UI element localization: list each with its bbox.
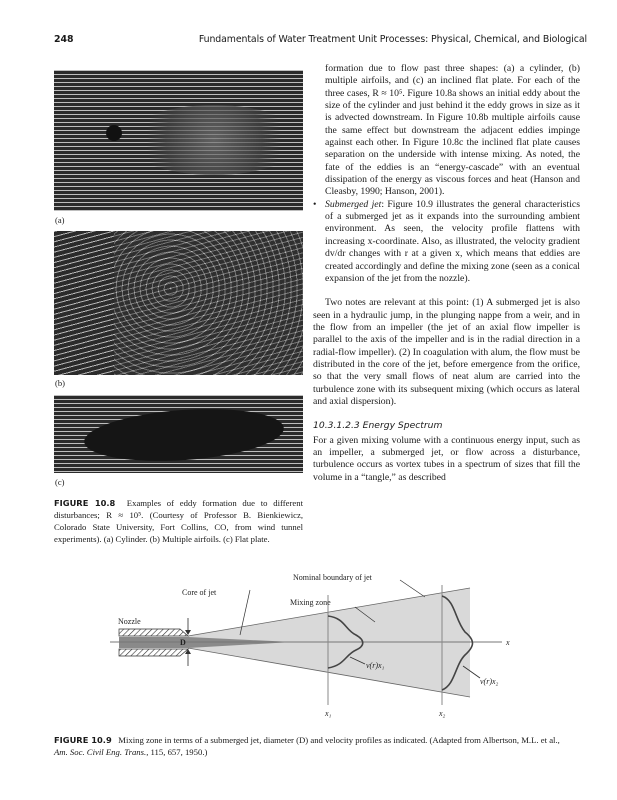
photo-airfoils-eddies xyxy=(54,231,303,375)
panel-label-b: (b) xyxy=(55,378,65,388)
label-profile-x1: v(r)x₁ xyxy=(366,661,385,670)
label-x-axis: x xyxy=(506,638,510,647)
nozzle-lower xyxy=(119,649,188,656)
section-heading: 10.3.1.2.3 Energy Spectrum xyxy=(313,420,443,432)
page-number: 248 xyxy=(54,34,74,45)
right-column xyxy=(313,63,580,484)
label-nominal-boundary: Nominal boundary of jet xyxy=(293,573,372,582)
caption-text: Examples of eddy formation due to different disturbances; R ≈ 10⁵. (Courtesy of Professor B. Bienkiewicz, Colorado State University, Fort Collins, CO, from wind tunnel experiments). (a) Cylinder. (b) Multiple airfoils. (c) Flat plate. xyxy=(54,498,303,544)
label-nozzle: Nozzle xyxy=(118,617,141,626)
figure-10-9-diagram xyxy=(0,560,617,730)
nozzle-upper xyxy=(119,629,188,636)
caption-text: Mixing zone in terms of a submerged jet, diameter (D) and velocity profiles as indicated. (Adapted from Albertson, M.L. et al., xyxy=(118,735,560,745)
figure-10-8-caption xyxy=(54,497,303,545)
label-diameter: D xyxy=(180,638,186,647)
label-x1: x₁ xyxy=(325,709,332,718)
caption-citation: Am. Soc. Civil Eng. Trans. xyxy=(54,747,147,757)
paragraph: formation due to flow past three shapes: (a) a cylinder, (b) multiple airfoils, and (c) an inclined flat plate. For each of the three cases, R ≈ 10⁵. Figure 10.8a shows an initial eddy about the size of the cylinder and just behind it the eddy grows in size as it is advected downstream. In Figure 10.8b multiple airfoils cause the same effect but downstream the adjacent eddies impinge against each other. In Figure 10.8c the inclined flat plate causes separation on the underside with intense mixing. As noted, the fate of the eddies is an “energy-cascade” with an eventual dissipation of the energy as viscous forces and heat (Hanson and Cleasby, 1990; Hanson, 2001). xyxy=(325,63,580,198)
paragraph: Two notes are relevant at this point: (1) A submerged jet is also seen in a hydraulic jump, in the plunging nappe from a weir, and in the flow from an impeller (the jet of an axial flow impeller is parallel to the axis of the impeller and is in the radial direction in a radial-flow impeller). (2) In coagulation with alum, the flow must be distributed in the core of the jet, before emergence from the orifice, so that the very small flows of neat alum are carried into the turbulence zone with its subsequent mixing (which occurs as lateral and axial dispersion). xyxy=(313,297,580,407)
label-mixing-zone: Mixing zone xyxy=(290,598,331,607)
panel-label-c: (c) xyxy=(55,477,65,487)
label-core-of-jet: Core of jet xyxy=(182,588,217,597)
running-title: Fundamentals of Water Treatment Unit Processes: Physical, Chemical, and Biological xyxy=(198,34,587,45)
caption-tail: , 115, 657, 1950.) xyxy=(146,747,208,757)
paragraph: For a given mixing volume with a continuous energy input, such as an impeller, a submerged jet, or flow across a disturbance, turbulence occurs as vortex tubes in a spectrum of sizes that fill the volume in a “tangle,” as described xyxy=(313,434,580,483)
photo-flat-plate-eddies xyxy=(54,395,303,473)
bullet-item xyxy=(313,199,580,285)
photo-cylinder-eddies xyxy=(54,70,303,211)
panel-label-a: (a) xyxy=(55,215,65,225)
label-x2: x₂ xyxy=(439,709,446,718)
figure-10-9-caption xyxy=(54,734,594,758)
bullet-term: Submerged jet xyxy=(325,198,382,210)
bullet-text: : Figure 10.9 illustrates the general characteristics of a submerged jet as it expands into the surrounding ambient environment. As seen, the velocity profile flattens with increasing x-coordinate. Also, as illustrated, the velocity gradient dv/dr changes with r at a given x, which means that eddies are created accordingly and define the mixing zone (seen as a conical expansion of the jet from the nozzle). xyxy=(325,198,580,284)
caption-label: FIGURE 10.8 xyxy=(54,498,116,508)
caption-label: FIGURE 10.9 xyxy=(54,735,112,745)
label-profile-x2: v(r)x₂ xyxy=(480,677,499,686)
